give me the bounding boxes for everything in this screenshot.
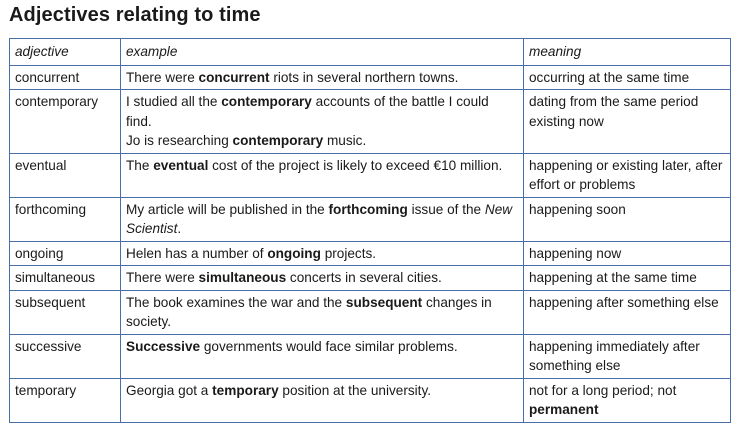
- page-title: Adjectives relating to time: [9, 4, 261, 26]
- header-example: example: [121, 39, 524, 66]
- adjective-cell: subsequent: [10, 290, 121, 334]
- example-text: accounts of the battle I could find.: [126, 94, 489, 129]
- example-text: There were: [126, 270, 199, 285]
- example-cell: [121, 241, 524, 266]
- example-keyword: temporary: [212, 382, 279, 398]
- adjective-cell: ongoing: [10, 241, 121, 266]
- table-row: [10, 241, 731, 266]
- meaning-text: happening now: [529, 245, 622, 261]
- example-sentence: [126, 68, 518, 88]
- table-row: [10, 153, 731, 197]
- meaning-keyword: permanent: [529, 402, 599, 417]
- adjective-cell: successive: [10, 334, 121, 378]
- example-keyword: concurrent: [198, 69, 270, 85]
- meaning-text: happening after something else: [529, 294, 719, 310]
- example-sentence: [126, 92, 518, 131]
- meaning-cell: [524, 65, 731, 90]
- meaning-cell: [524, 241, 731, 266]
- adjective-cell: eventual: [10, 153, 121, 197]
- example-keyword: contemporary: [221, 94, 312, 109]
- example-text: riots in several northern towns.: [269, 69, 459, 85]
- adjective-cell: forthcoming: [10, 197, 121, 241]
- example-sentence: [126, 337, 518, 357]
- table-row: [10, 90, 731, 154]
- example-text: issue of the: [407, 201, 485, 217]
- example-sentence: [126, 293, 518, 332]
- example-text: My article will be published in the: [126, 201, 329, 217]
- example-cell: [121, 90, 524, 154]
- example-title: New Scientist: [126, 201, 513, 236]
- meaning-text: happening immediately after something else: [529, 338, 700, 373]
- example-sentence: [126, 381, 518, 401]
- example-text: I studied all the: [126, 94, 222, 109]
- meaning-text-part: not for a long period; not: [529, 382, 677, 398]
- example-text: Jo is researching: [126, 133, 233, 148]
- meaning-text: [529, 381, 725, 420]
- example-keyword: subsequent: [345, 294, 423, 310]
- example-text: Georgia got a: [126, 382, 213, 398]
- example-text: cost of the project is likely to exceed €10 million.: [208, 157, 503, 173]
- example-text: concerts in several cities.: [286, 270, 442, 285]
- example-cell: [121, 378, 524, 422]
- example-cell: [121, 197, 524, 241]
- adjective-cell: contemporary: [10, 90, 121, 154]
- header-adjective: adjective: [10, 39, 121, 66]
- example-keyword: forthcoming: [328, 201, 408, 217]
- meaning-cell: [524, 90, 731, 154]
- example-sentence: [126, 156, 518, 176]
- adjectives-table: [9, 38, 731, 423]
- table-row: [10, 378, 731, 422]
- header-meaning: meaning: [524, 39, 731, 66]
- table-row: [10, 197, 731, 241]
- meaning-text: happening or existing later, after effort or problems: [529, 157, 723, 192]
- meaning-cell: [524, 266, 731, 291]
- adjective-cell: simultaneous: [10, 266, 121, 291]
- example-keyword: eventual: [153, 157, 209, 173]
- example-cell: [121, 266, 524, 291]
- example-keyword: Successive: [126, 338, 201, 354]
- meaning-cell: [524, 197, 731, 241]
- meaning-cell: [524, 153, 731, 197]
- table-row: [10, 266, 731, 291]
- example-text: projects.: [320, 245, 377, 261]
- meaning-text: dating from the same period: [529, 94, 699, 109]
- adjective-cell: temporary: [10, 378, 121, 422]
- example-keyword: simultaneous: [198, 270, 287, 285]
- meaning-cell: [524, 334, 731, 378]
- example-text: changes in society.: [126, 294, 492, 329]
- example-text: Helen has a number of: [126, 245, 268, 261]
- example-cell: [121, 334, 524, 378]
- meaning-cell: [524, 378, 731, 422]
- example-text: governments would face similar problems.: [200, 338, 458, 354]
- example-text: The book examines the war and the: [126, 294, 346, 310]
- table-row: [10, 334, 731, 378]
- example-cell: [121, 65, 524, 90]
- example-text: music.: [323, 133, 367, 148]
- example-sentence: [126, 200, 518, 239]
- meaning-text: happening at the same time: [529, 270, 697, 285]
- meaning-text: occurring at the same time: [529, 69, 690, 85]
- adjective-cell: concurrent: [10, 65, 121, 90]
- table-header-row: [10, 39, 731, 66]
- example-cell: [121, 153, 524, 197]
- meaning-text: happening soon: [529, 201, 626, 217]
- meaning-cell: [524, 290, 731, 334]
- table-row: [10, 65, 731, 90]
- example-cell: [121, 290, 524, 334]
- example-text: position at the university.: [278, 382, 432, 398]
- example-text: There were: [126, 69, 199, 85]
- example-sentence: [126, 268, 518, 288]
- example-sentence: [126, 244, 518, 264]
- example-keyword: ongoing: [267, 245, 321, 261]
- example-text: The: [126, 157, 154, 173]
- table-row: [10, 290, 731, 334]
- example-text: .: [177, 221, 182, 236]
- meaning-text: existing now: [529, 113, 604, 129]
- example-keyword: contemporary: [232, 133, 324, 148]
- example-sentence: [126, 131, 518, 151]
